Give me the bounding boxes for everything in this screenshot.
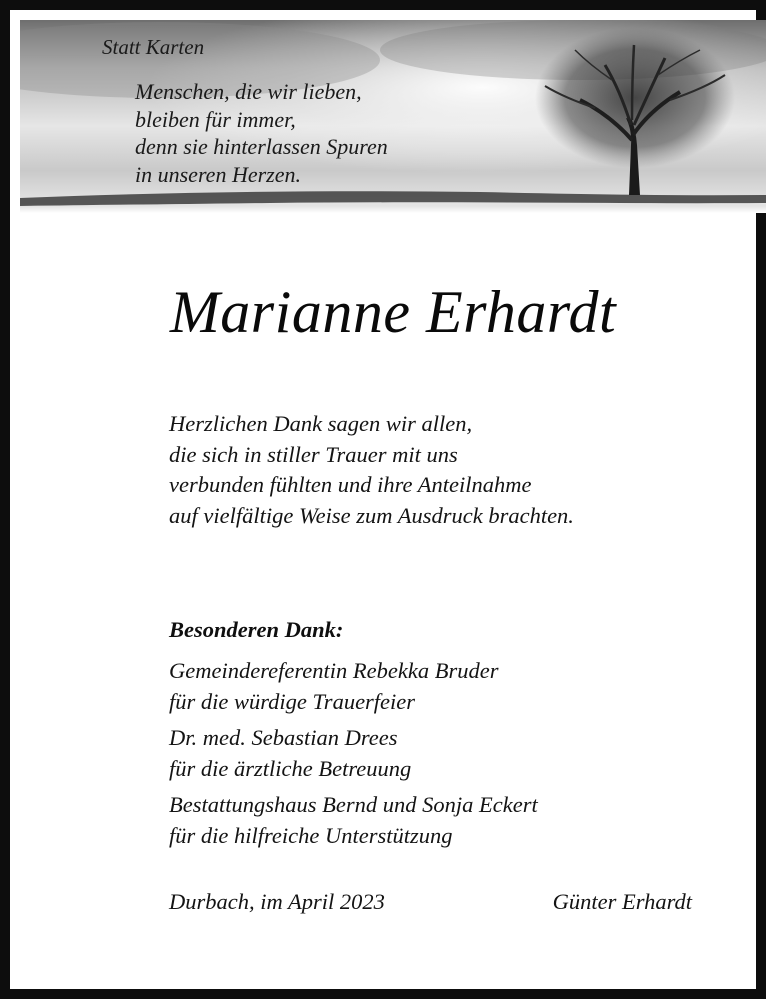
motto-line: Menschen, die wir lieben, — [135, 79, 362, 104]
thanks-line: verbunden fühlten und ihre Anteilnahme — [169, 472, 532, 497]
special-thanks-entry — [169, 723, 538, 784]
recipient-line: Gemeindereferentin Rebekka Bruder — [169, 658, 499, 683]
statt-karten-label: Statt Karten — [102, 35, 205, 59]
thanks-line: auf vielfältige Weise zum Ausdruck brachten. — [169, 502, 574, 528]
special-thanks-list — [169, 656, 538, 857]
place-date: Durbach, im April 2023 — [169, 889, 385, 914]
header-banner — [20, 20, 766, 213]
motto-line: denn sie hinterlassen Spuren — [135, 134, 388, 159]
reason-line: für die würdige Trauerfeier — [169, 688, 416, 714]
recipient-line: Dr. med. Sebastian Drees — [169, 725, 398, 750]
reason-line: für die hilfreiche Unterstützung — [169, 822, 453, 848]
deceased-name: Marianne Erhardt — [169, 279, 617, 345]
recipient-line: Bestattungshaus Bernd und Sonja Eckert — [169, 792, 538, 817]
special-thanks-heading: Besonderen Dank: — [169, 617, 344, 642]
reason-line: für die ärztliche Betreuung — [169, 755, 412, 781]
motto-verse — [135, 78, 388, 188]
signer-name: Günter Erhardt — [552, 889, 692, 914]
thanks-line: die sich in stiller Trauer mit uns — [169, 441, 458, 467]
special-thanks-entry — [169, 656, 538, 717]
thanks-paragraph — [169, 409, 574, 531]
special-thanks-entry — [169, 790, 538, 851]
motto-line: bleiben für immer, — [135, 106, 296, 132]
motto-line: in unseren Herzen. — [135, 161, 301, 187]
thanks-line: Herzlichen Dank sagen wir allen, — [169, 411, 473, 436]
